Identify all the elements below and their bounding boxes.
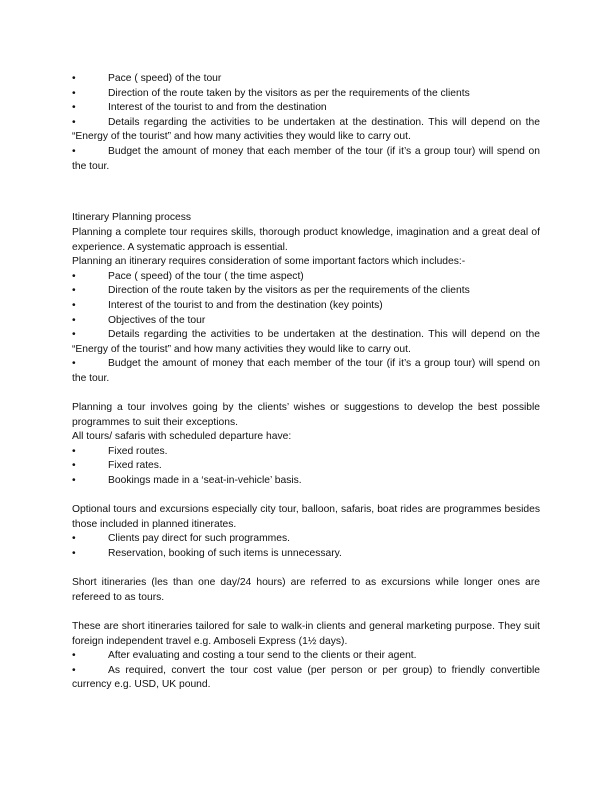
bullet-icon: • <box>72 314 76 326</box>
list-item: • Details regarding the activities to be undertaken at the destination. This will depend on the “Energy of the tourist” and how many activities they would like to carry out. <box>72 116 540 143</box>
list-item: • Bookings made in a ‘seat-in-vehicle’ basis. <box>72 474 540 489</box>
list-item: • Direction of the route taken by the visitors as per the requirements of the clients <box>72 284 540 299</box>
bullet-icon: • <box>72 73 76 84</box>
paragraph: All tours/ safaris with scheduled departure have: <box>72 431 292 443</box>
bullet-icon: • <box>72 145 76 157</box>
bullet-icon: • <box>72 548 76 559</box>
scheduled-departure-list <box>72 445 540 489</box>
bullet-icon: • <box>72 87 76 99</box>
bullet-icon: • <box>72 533 76 545</box>
bullet-icon: • <box>72 445 76 457</box>
list-item: • As required, convert the tour cost value (per person or per group) to friendly convertible currency e.g. USD, UK pound. <box>72 664 540 691</box>
list-item: • Clients pay direct for such programmes. <box>72 532 540 547</box>
bullet-icon: • <box>72 664 76 676</box>
paragraph: Planning a complete tour requires skills, thorough product knowledge, imagination and a great deal of experience. A systematic approach is essential. <box>72 226 540 253</box>
bullet-icon: • <box>72 475 76 487</box>
list-item: • Budget the amount of money that each member of the tour (if it’s a group tour) will spend on the tour. <box>72 358 540 384</box>
list-item: • Details regarding the activities to be undertaken at the destination. This will depend on the “Energy of the tourist” and how many activities they would like to carry out. <box>72 329 540 355</box>
bullet-icon: • <box>72 299 76 311</box>
list-item: • Fixed rates. <box>72 459 540 474</box>
bullet-icon: • <box>72 650 76 662</box>
list-item: • Reservation, booking of such items is unnecessary. <box>72 547 540 562</box>
bullet-icon: • <box>72 285 76 297</box>
list-item: • Direction of the route taken by the visitors as per the requirements of the clients <box>72 87 540 102</box>
bullet-icon: • <box>72 116 76 128</box>
paragraph: Optional tours and excursions especially city tour, balloon, safaris, boat rides are programmes besides those included in planned itinerates. <box>72 504 540 530</box>
list-item: • After evaluating and costing a tour send to the clients or their agent. <box>72 649 540 664</box>
paragraph: Short itineraries (les than one day/24 hours) are referred to as excursions while longer ones are refereed to as tours. <box>72 577 540 603</box>
bullet-icon: • <box>72 329 76 341</box>
list-item: • Pace ( speed) of the tour ( the time aspect) <box>72 270 540 285</box>
list-item: • Objectives of the tour <box>72 314 540 329</box>
bullet-icon: • <box>72 270 76 282</box>
planning-factors-list <box>72 270 540 387</box>
paragraph: Planning an itinerary requires consideration of some important factors which includes:- <box>72 256 466 268</box>
bullet-icon: • <box>72 102 76 114</box>
paragraph: Planning a tour involves going by the clients’ wishes or suggestions to develop the best possible programmes to suit their exceptions. <box>72 402 540 428</box>
list-item: • Pace ( speed) of the tour <box>72 72 540 87</box>
section-heading: Itinerary Planning process <box>72 212 192 224</box>
list-item: • Fixed routes. <box>72 445 540 460</box>
bullet-icon: • <box>72 460 76 472</box>
list-item: • Interest of the tourist to and from the destination (key points) <box>72 299 540 314</box>
list-item: • Budget the amount of money that each member of the tour (if it’s a group tour) will spend on the tour. <box>72 145 540 172</box>
document-page <box>72 72 540 693</box>
optional-tours-list <box>72 532 540 561</box>
factors-list <box>72 72 540 174</box>
bullet-icon: • <box>72 358 76 370</box>
costing-list <box>72 649 540 693</box>
list-item: • Interest of the tourist to and from the destination <box>72 101 540 116</box>
paragraph: These are short itineraries tailored for sale to walk-in clients and general marketing purpose. They suit foreign independent travel e.g. Amboseli Express (1½ days). <box>72 620 540 647</box>
